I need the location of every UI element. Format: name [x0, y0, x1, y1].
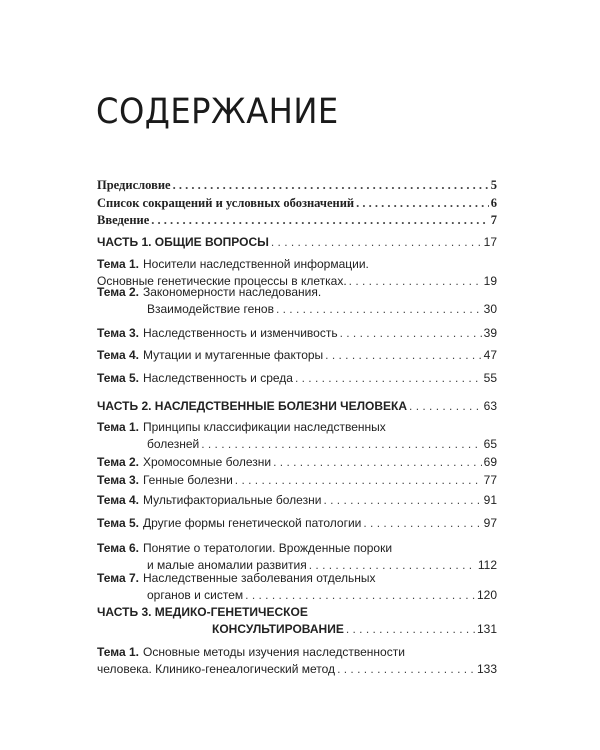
page-number: 131	[476, 622, 497, 636]
toc-line	[97, 177, 497, 194]
topic-label: Тема 1.	[97, 645, 139, 659]
entry-title: Предисловие	[97, 178, 171, 192]
entry-title: Наследственность и среда	[142, 371, 293, 385]
toc-line	[97, 301, 497, 318]
dot-leader	[235, 472, 482, 489]
toc-line	[97, 256, 497, 273]
page-number: 77	[483, 473, 497, 487]
toc-line	[97, 587, 497, 604]
toc-line	[97, 472, 497, 489]
page-number: 55	[483, 371, 497, 385]
toc-line	[97, 644, 497, 661]
page-number: 39	[483, 326, 497, 340]
topic-label: Тема 3.	[97, 473, 139, 487]
toc-line	[97, 492, 497, 509]
page-number: 120	[476, 588, 497, 602]
dot-leader	[323, 492, 481, 509]
toc-line	[97, 325, 497, 342]
toc-entry[interactable]	[97, 570, 497, 604]
toc-line	[97, 398, 497, 415]
toc-line	[97, 454, 497, 471]
toc-entry[interactable]	[97, 604, 497, 638]
topic-label: Тема 3.	[97, 326, 139, 340]
entry-title: Генные болезни	[142, 473, 233, 487]
toc-entry[interactable]	[97, 540, 497, 574]
entry-title: Мультифакториальные болезни	[142, 493, 322, 507]
entry-title: Введение	[97, 213, 150, 227]
entry-title: Принципы классификации наследственных	[142, 420, 386, 434]
toc-line	[97, 621, 497, 638]
entry-title: ЧАСТЬ 3. МЕДИКО-ГЕНЕТИЧЕСКОЕ	[97, 605, 308, 619]
entry-title: и малые аномалии развития	[147, 558, 307, 572]
entry-title: Понятие о тератологии. Врожденные пороки	[142, 541, 393, 555]
topic-label: Тема 6.	[97, 541, 139, 555]
toc-entry[interactable]	[97, 419, 497, 453]
entry-title: органов и систем	[147, 588, 244, 602]
toc-line	[97, 284, 497, 301]
entry-title: ЧАСТЬ 1. ОБЩИЕ ВОПРОСЫ	[97, 235, 269, 249]
entry-title: Наследственность и изменчивость	[142, 326, 338, 340]
toc-line	[97, 540, 497, 557]
toc-entry[interactable]	[97, 644, 497, 678]
topic-label: Тема 4.	[97, 493, 139, 507]
topic-label: Тема 7.	[97, 571, 139, 585]
entry-title: Другие формы генетической патологии	[142, 516, 362, 530]
toc-line	[97, 419, 497, 436]
topic-label: Тема 5.	[97, 371, 139, 385]
entry-title: болезней	[147, 437, 200, 451]
page-number: 30	[483, 302, 497, 316]
dot-leader	[409, 398, 482, 415]
page-number: 17	[483, 235, 497, 249]
topic-label: Тема 4.	[97, 348, 139, 362]
page-number: 91	[483, 493, 497, 507]
toc-line	[97, 570, 497, 587]
dot-leader	[325, 347, 481, 364]
page-number: 6	[490, 196, 497, 210]
dot-leader	[276, 301, 482, 318]
entry-title: ЧАСТЬ 2. НАСЛЕДСТВЕННЫЕ БОЛЕЗНИ ЧЕЛОВЕКА	[97, 399, 408, 413]
toc-line	[97, 515, 497, 532]
page-number: 97	[483, 516, 497, 530]
topic-label: Тема 1.	[97, 420, 139, 434]
toc-line	[97, 347, 497, 364]
page-number: 5	[490, 178, 497, 192]
entry-title: Носители наследственной информации.	[142, 257, 369, 271]
entry-title: Мутации и мутагенные факторы	[142, 348, 324, 362]
toc-entry[interactable]	[97, 515, 497, 532]
page-number: 47	[483, 348, 497, 362]
toc-line	[97, 195, 497, 212]
topic-label: Тема 2.	[97, 285, 139, 299]
dot-leader	[295, 370, 482, 387]
topic-label: Тема 5.	[97, 516, 139, 530]
dot-leader	[271, 234, 482, 251]
dot-leader	[245, 587, 475, 604]
entry-title: Основные методы изучения наследственности	[142, 645, 405, 659]
toc-line	[97, 370, 497, 387]
entry-title: Закономерности наследования.	[142, 285, 322, 299]
dot-leader	[337, 661, 475, 678]
entry-title: Основные генетические процессы в клетках.	[97, 274, 347, 288]
dot-leader	[363, 515, 481, 532]
entry-title: Список сокращений и условных обозначений	[97, 196, 355, 210]
toc-entry[interactable]	[97, 234, 497, 251]
toc-line	[97, 661, 497, 678]
dot-leader	[201, 436, 481, 453]
toc-line	[97, 604, 497, 621]
page-number: 19	[483, 274, 497, 288]
page-number: 65	[483, 437, 497, 451]
toc-line	[97, 436, 497, 453]
toc-entry[interactable]	[97, 492, 497, 509]
toc-entry[interactable]	[97, 325, 497, 342]
page-number: 133	[476, 662, 497, 676]
dot-leader	[340, 325, 482, 342]
entry-title: КОНСУЛЬТИРОВАНИЕ	[212, 622, 344, 636]
toc-line	[97, 234, 497, 251]
dot-leader	[356, 195, 489, 212]
entry-title: Хромосомные болезни	[142, 455, 272, 469]
dot-leader	[151, 212, 488, 229]
toc-entry[interactable]	[97, 284, 497, 318]
page-number: 69	[483, 455, 497, 469]
toc-entry[interactable]	[97, 472, 497, 489]
toc-entry[interactable]	[97, 212, 497, 229]
toc-entry[interactable]	[97, 195, 497, 212]
topic-label: Тема 1.	[97, 257, 139, 271]
toc-entry[interactable]	[97, 398, 497, 415]
toc-entry[interactable]	[97, 177, 497, 194]
dot-leader	[173, 177, 489, 194]
toc-entry[interactable]	[97, 370, 497, 387]
page-number: 7	[490, 213, 497, 227]
page-number: 63	[483, 399, 497, 413]
entry-title: Взаимодействие генов	[147, 302, 274, 316]
dot-leader	[273, 454, 482, 471]
page-title: СОДЕРЖАНИЕ	[96, 92, 339, 132]
toc-entry[interactable]	[97, 454, 497, 471]
entry-title: Наследственные заболевания отдельных	[142, 571, 376, 585]
toc-entry[interactable]	[97, 347, 497, 364]
topic-label: Тема 2.	[97, 455, 139, 469]
toc-line	[97, 212, 497, 229]
dot-leader	[346, 621, 475, 638]
entry-title: человека. Клинико-генеалогический метод	[97, 662, 336, 676]
page-number: 112	[477, 558, 497, 572]
